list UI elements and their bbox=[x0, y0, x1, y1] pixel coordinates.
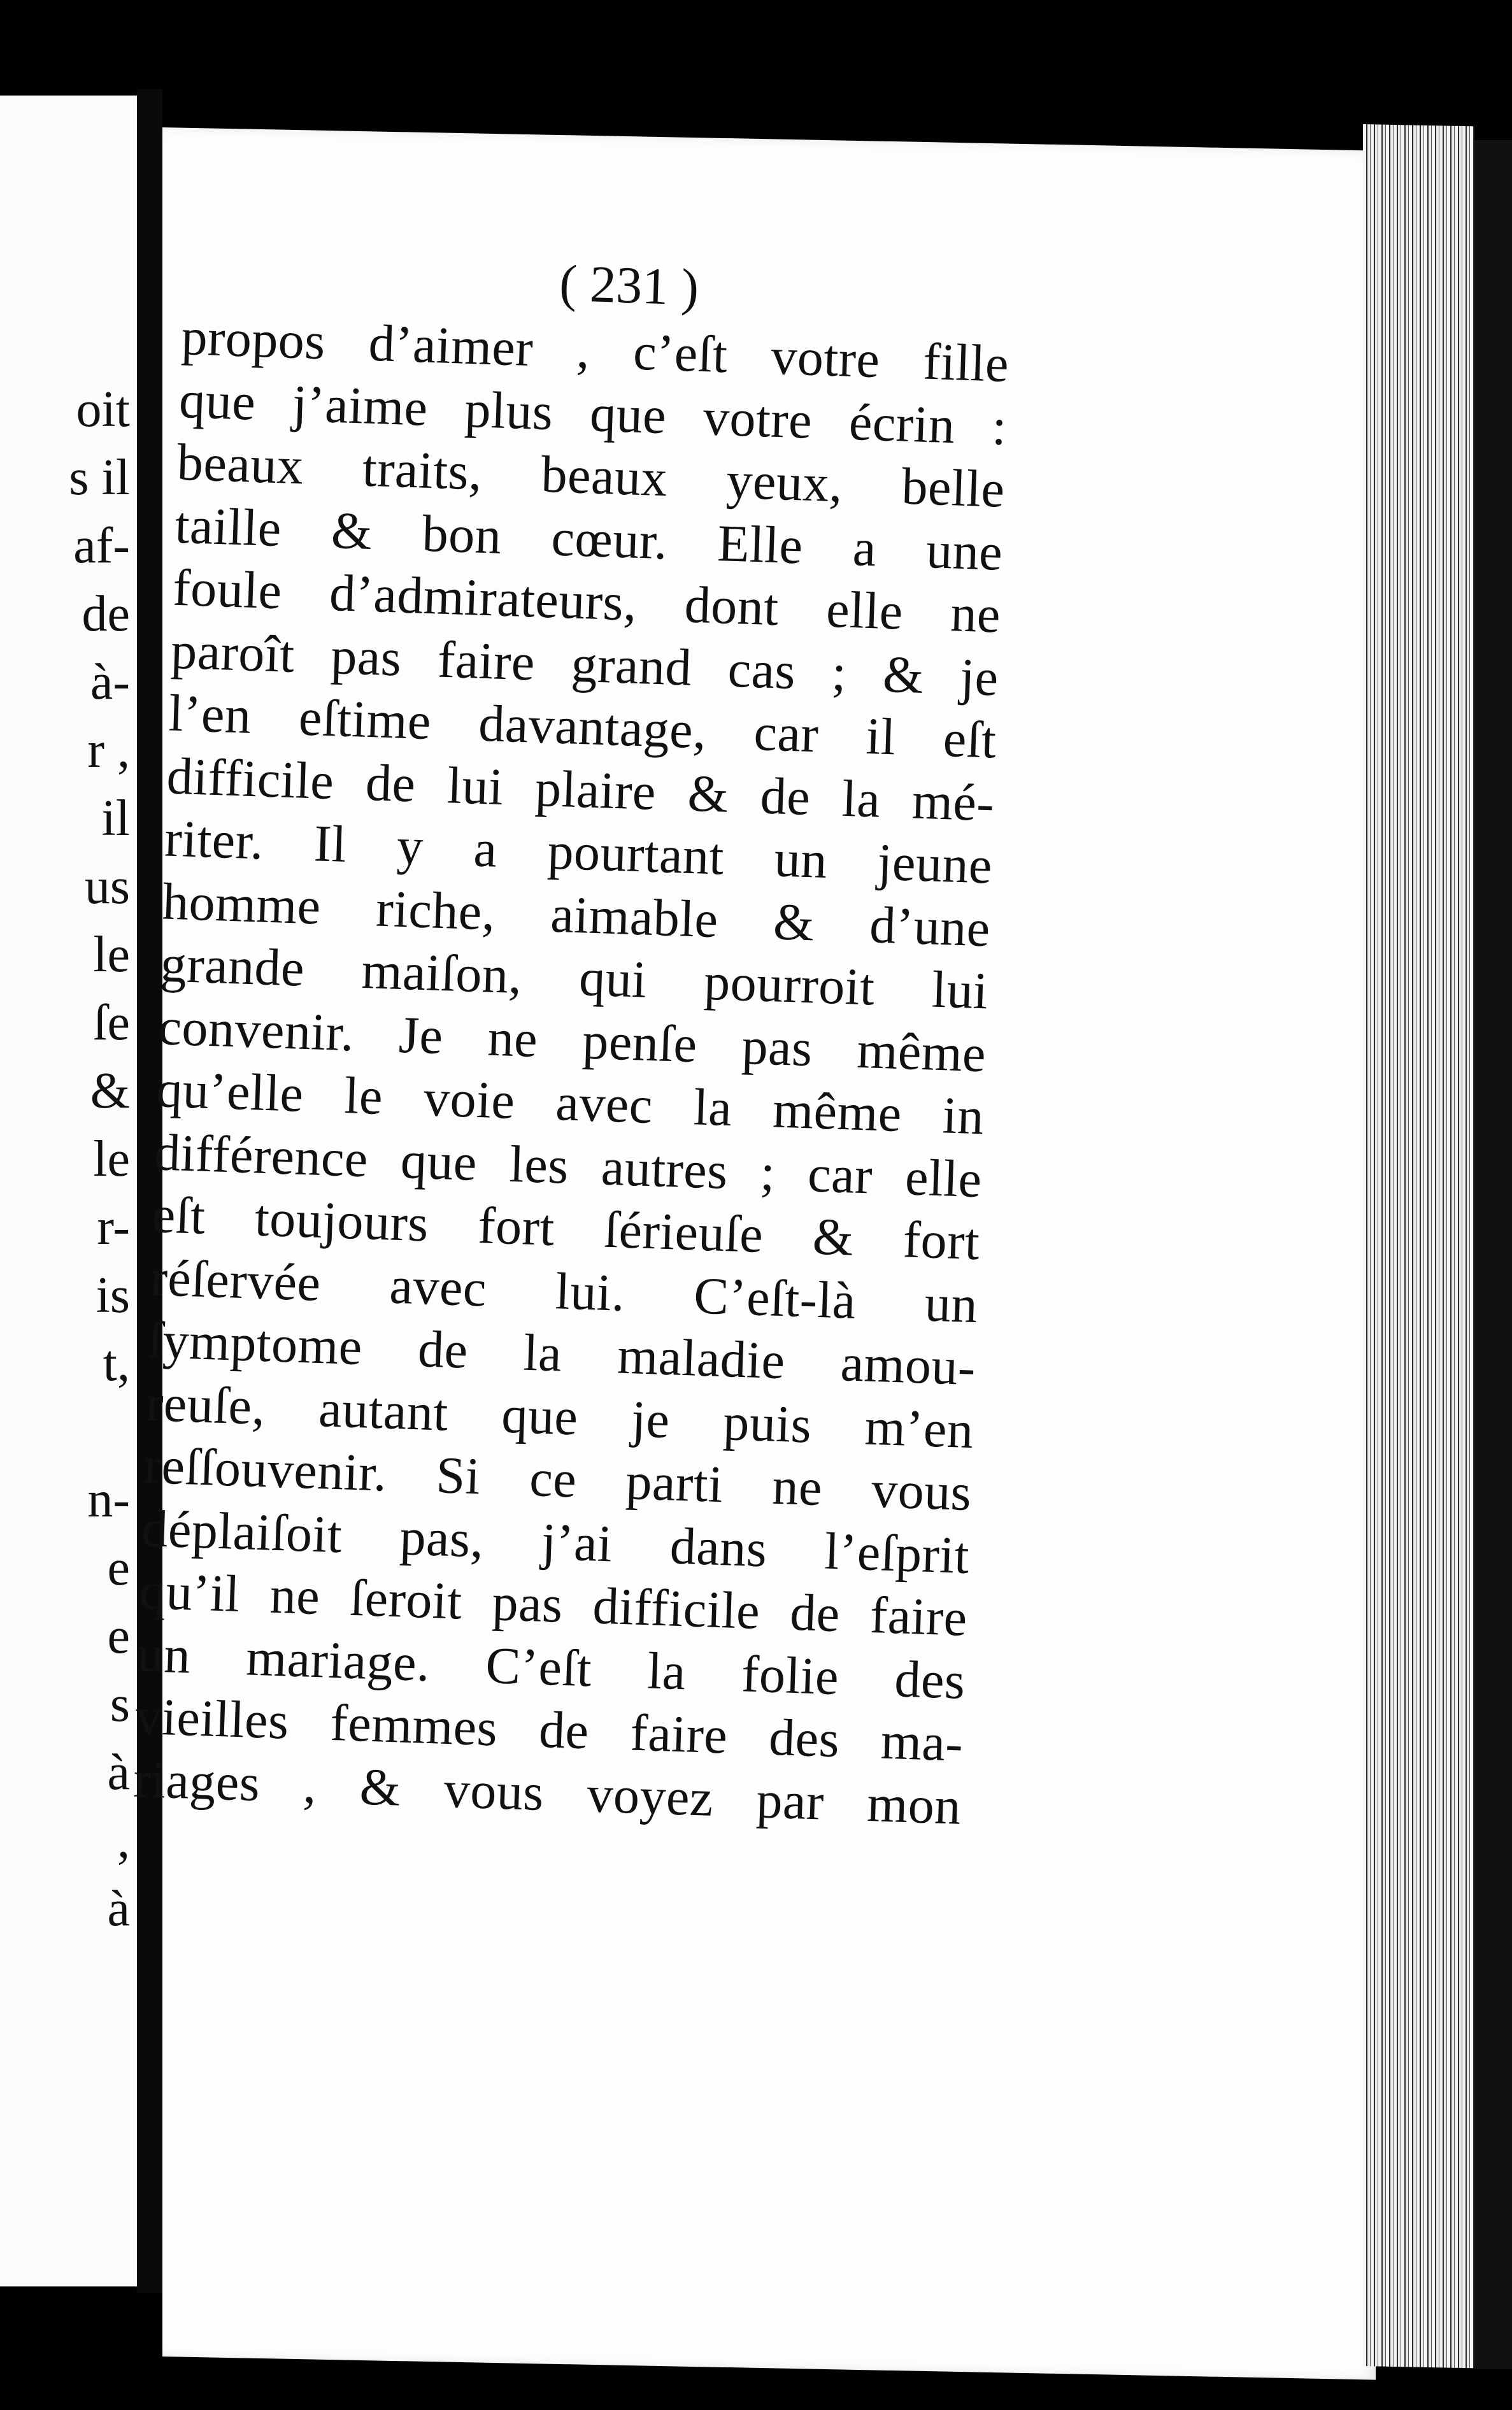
text-line: riages , & vous voyez par mon bbox=[132, 1750, 962, 1836]
text-line: qu’il ne ſeroit pas difficile de faire bbox=[138, 1561, 969, 1647]
text-line: riter. Il y a pourtant un jeune bbox=[164, 809, 994, 895]
text-line: grande maiſon, qui pourroit lui bbox=[159, 934, 989, 1020]
previous-page-text-fragments bbox=[0, 376, 135, 1943]
fragment-line: ſe bbox=[93, 995, 130, 1051]
text-line: beaux traits, beaux yeux, belle bbox=[176, 432, 1006, 518]
text-line: ſymptome de la maladie amou- bbox=[146, 1311, 977, 1397]
scan-border bbox=[1474, 140, 1512, 2369]
fragment-line: à bbox=[107, 1744, 130, 1800]
fragment-line: e bbox=[107, 1608, 130, 1664]
fragment-line: is bbox=[96, 1267, 130, 1323]
fragment-line: de bbox=[82, 586, 130, 642]
fragment-line: & bbox=[90, 1063, 130, 1119]
text-line: vieilles femmes de faire des ma- bbox=[134, 1686, 964, 1772]
fragment-line: s il bbox=[69, 450, 130, 506]
fragment-line: à- bbox=[90, 654, 130, 710]
fragment-line: af- bbox=[73, 518, 130, 574]
text-line: un mariage. C’eſt la folie des bbox=[136, 1624, 966, 1710]
text-line: différence que les autres ; car elle bbox=[153, 1122, 983, 1208]
fragment-line: s bbox=[110, 1676, 130, 1732]
fragment-line: le bbox=[93, 1131, 130, 1187]
text-line: taille & bon cœur. Elle a une bbox=[174, 496, 1004, 581]
fragment-line bbox=[0, 1398, 135, 1466]
fragment-line: il bbox=[101, 790, 130, 846]
text-line: foule d’admirateurs, dont elle ne bbox=[172, 558, 1002, 644]
fragment-line: t, bbox=[103, 1336, 130, 1392]
fragment-line: n- bbox=[87, 1472, 130, 1528]
previous-page-fragment bbox=[0, 96, 141, 2286]
page-edges bbox=[1363, 124, 1474, 2368]
text-line: déplaiſoit pas, j’ai dans l’eſprit bbox=[141, 1499, 971, 1585]
text-line: reſſouvenir. Si ce parti ne vous bbox=[143, 1436, 973, 1522]
text-line: l’en eſtime davantage, car il eſt bbox=[168, 683, 997, 769]
fragment-line: oit bbox=[76, 381, 130, 438]
text-line: convenir. Je ne penſe pas même bbox=[157, 997, 987, 1083]
text-line: eſt toujours fort ſérieuſe & fort bbox=[151, 1185, 981, 1271]
fragment-line: e bbox=[107, 1540, 130, 1596]
text-line: paroît pas faire grand cas ; & je bbox=[169, 621, 1000, 707]
fragment-line: r- bbox=[97, 1199, 130, 1255]
fragment-line: à bbox=[107, 1881, 130, 1937]
page-number: ( 231 ) bbox=[559, 253, 700, 317]
text-line: difficile de lui plaire & de la mé- bbox=[166, 746, 995, 832]
fragment-line: us bbox=[84, 859, 130, 915]
text-line: propos d’aimer , c’eſt votre fille bbox=[180, 307, 1010, 393]
fragment-line: r , bbox=[87, 722, 130, 778]
text-line: qu’elle le voie avec la même in bbox=[155, 1060, 985, 1146]
fragment-line: le bbox=[93, 927, 130, 983]
text-line: que j’aime plus que votre écrin : bbox=[178, 370, 1008, 456]
text-line: homme riche, aimable & d’une bbox=[161, 871, 992, 958]
text-line: réſervée avec lui. C’eſt-là un bbox=[149, 1248, 979, 1334]
page-content bbox=[132, 236, 1076, 1840]
text-line: reuſe, autant que je puis m’en bbox=[145, 1373, 975, 1459]
fragment-line: , bbox=[117, 1813, 130, 1869]
